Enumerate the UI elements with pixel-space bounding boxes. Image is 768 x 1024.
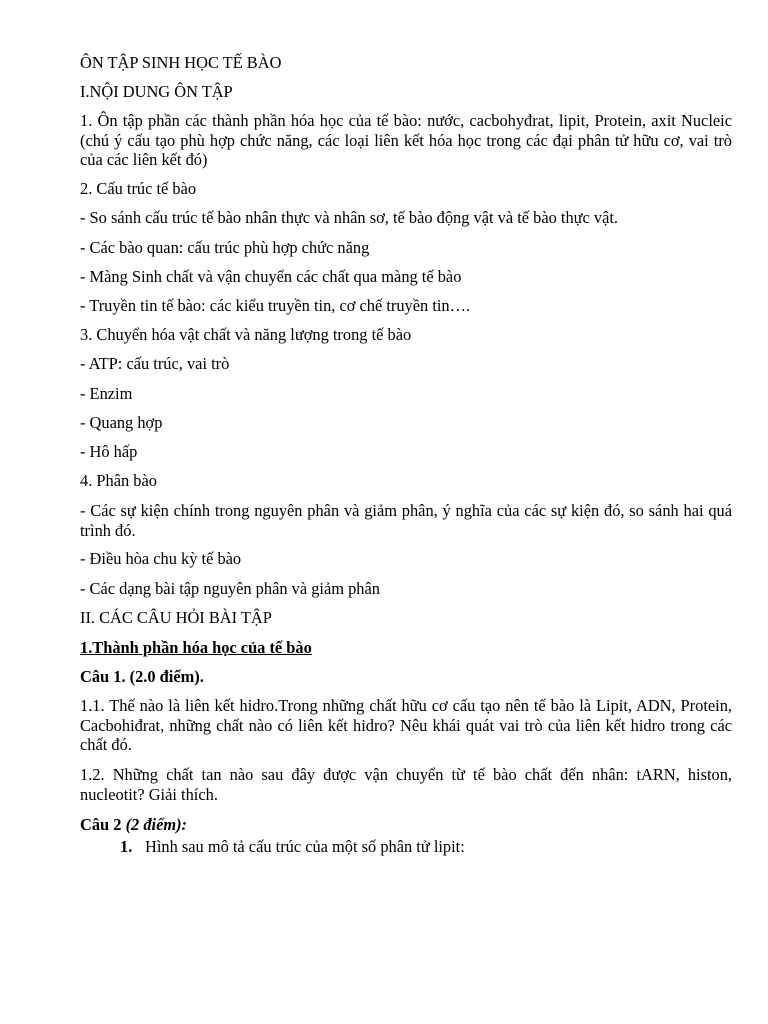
content-item-3-b: - Enzim bbox=[80, 384, 133, 403]
content-item-1: 1. Ôn tập phần các thành phần hóa học của tế bào: nước, cacbohyđrat, lipit, Protein, axit Nucleic (chú ý cấu tạo phù hợp chức năng, các loại liên kết hóa học trong các đại phân tử hữu cơ, vai trò của các liên kết đó) bbox=[80, 111, 732, 169]
content-item-2: 2. Cấu trúc tế bào bbox=[80, 179, 197, 198]
content-item-4-a: - Các sự kiện chính trong nguyên phân và giảm phân, ý nghĩa của các sự kiện đó, so sánh hai quá trình đó. bbox=[80, 501, 732, 540]
subsection-1-heading-text: 1.Thành phần hóa học của tế bào bbox=[80, 638, 312, 657]
question-1-heading: Câu 1. (2.0 điểm). bbox=[80, 667, 204, 686]
question-1-2: 1.2. Những chất tan nào sau đây được vận chuyển từ tế bào chất đến nhân: tARN, histon, nucleotit? Giải thích. bbox=[80, 765, 732, 804]
question-2-points: (2 điểm): bbox=[125, 815, 188, 834]
content-item-2-d: - Truyền tin tế bào: các kiểu truyền tin, cơ chế truyền tin…. bbox=[80, 296, 471, 315]
section-2-heading: II. CÁC CÂU HỎI BÀI TẬP bbox=[80, 608, 272, 627]
section-1-heading: I.NỘI DUNG ÔN TẬP bbox=[80, 82, 233, 101]
question-2-heading bbox=[80, 815, 732, 835]
content-item-2-c: - Màng Sinh chất và vận chuyển các chất qua màng tế bào bbox=[80, 267, 462, 286]
question-1-1: 1.1. Thế nào là liên kết hidro.Trong những chất hữu cơ cấu tạo nên tế bào là Lipit, ADN, Protein, Cacbohiđrat, những chất nào có liên kết hidro? Nêu khái quát vai trò của liên kết hidro trong các chất đó. bbox=[80, 696, 732, 754]
content-item-4-b: - Điều hòa chu kỳ tế bào bbox=[80, 549, 242, 568]
content-item-3-a: - ATP: cấu trúc, vai trò bbox=[80, 354, 230, 373]
question-2-label: Câu 2 bbox=[80, 815, 122, 834]
content-item-3-d: - Hô hấp bbox=[80, 442, 138, 461]
content-item-2-b: - Các bào quan: cấu trúc phù hợp chức năng bbox=[80, 238, 370, 257]
document-title: ÔN TẬP SINH HỌC TẾ BÀO bbox=[80, 53, 282, 72]
question-2-1-text: Hình sau mô tả cấu trúc của một số phân tử lipit: bbox=[145, 837, 465, 856]
subsection-1-heading bbox=[80, 638, 732, 658]
content-item-4-c: - Các dạng bài tập nguyên phân và giảm phân bbox=[80, 579, 380, 598]
content-item-4: 4. Phân bào bbox=[80, 471, 157, 490]
question-2-1-number: 1. bbox=[120, 837, 133, 856]
content-item-3: 3. Chuyển hóa vật chất và năng lượng trong tế bào bbox=[80, 325, 412, 344]
content-item-2-a: - So sánh cấu trúc tế bào nhân thực và nhân sơ, tế bào động vật và tế bào thực vật. bbox=[80, 208, 619, 227]
content-item-3-c: - Quang hợp bbox=[80, 413, 163, 432]
